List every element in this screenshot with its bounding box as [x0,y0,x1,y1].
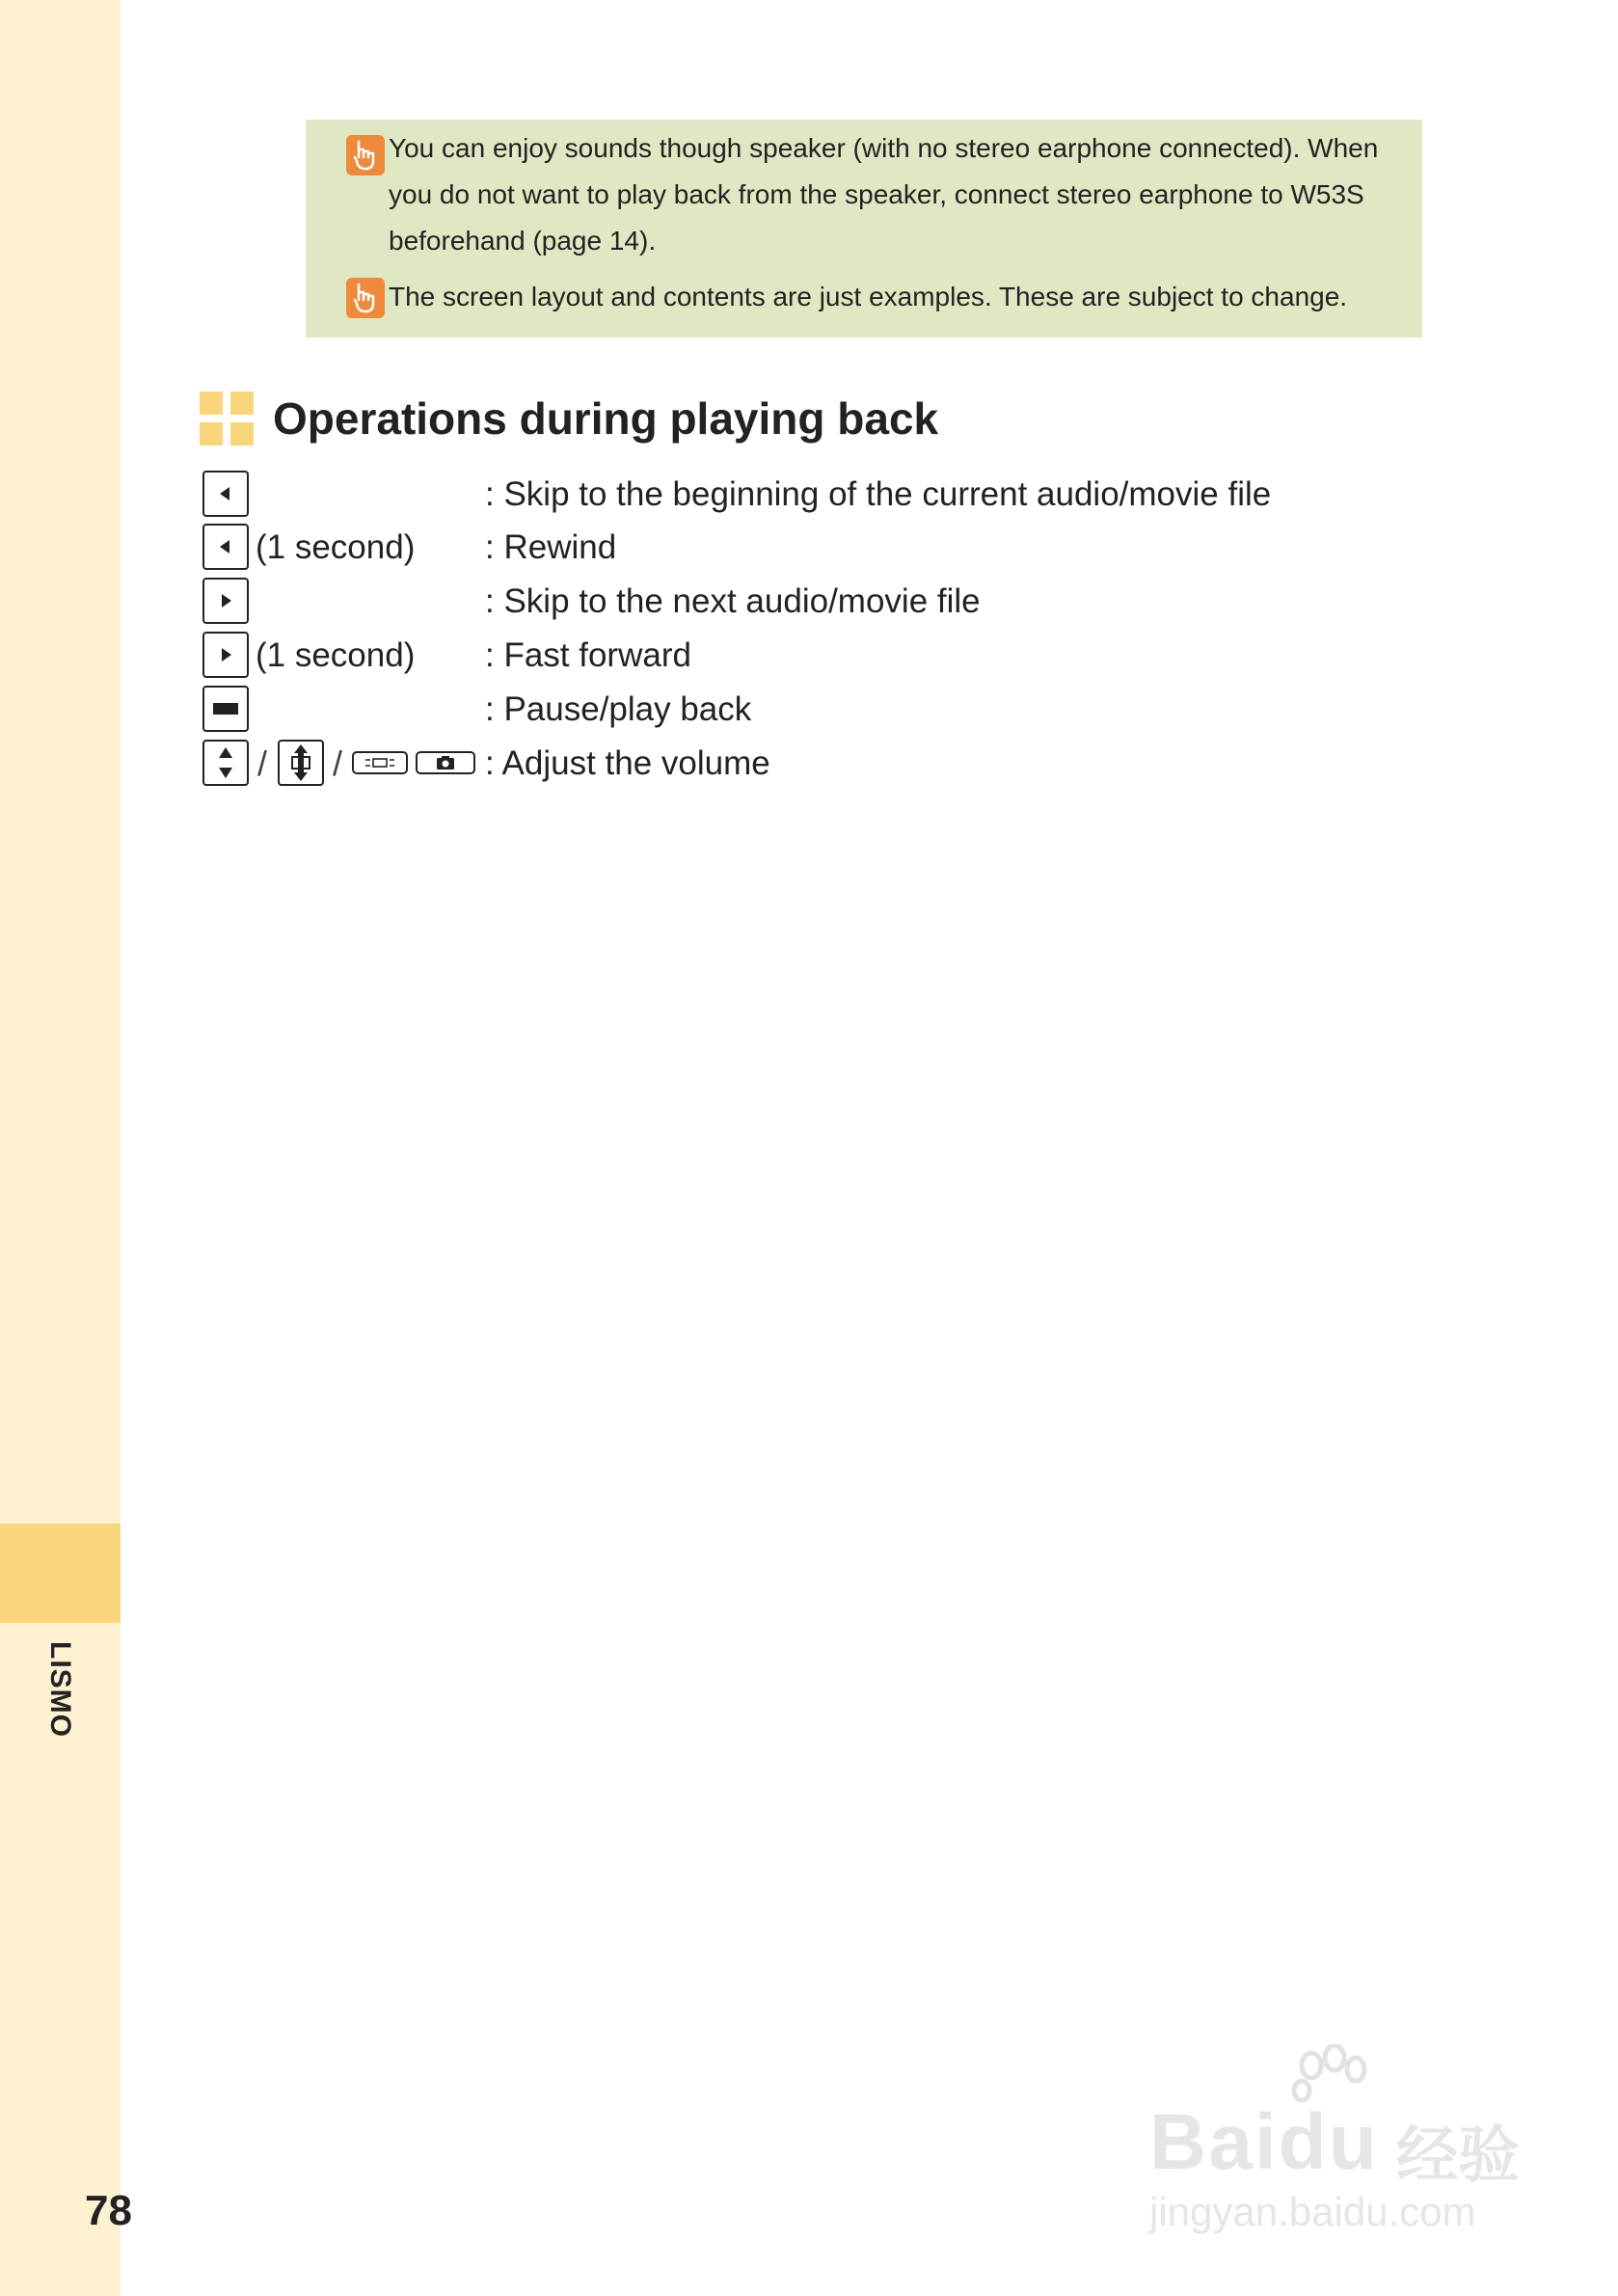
operation-row [202,524,1263,576]
right-key-icon [202,632,249,678]
operation-modifier: (1 second) [256,636,416,674]
camera-key-icon [416,751,475,774]
operation-description: : Skip to the next audio/movie file [485,582,981,620]
operation-description: : Rewind [485,528,617,566]
operation-description: : Skip to the beginning of the current audio/movie file [485,475,1272,513]
baidu-watermark [1149,2044,1535,2237]
note-text: You can enjoy sounds though speaker (with no stereo earphone connected). When you do not want to play back from the speaker, connect stereo earphone to W53S beforehand (page 14). [389,133,1379,256]
note-item [325,274,1403,320]
operation-description: : Adjust the volume [485,744,770,782]
operation-row [202,740,1263,792]
side-margin-band [0,0,121,2296]
section-title: Operations during playing back [273,393,939,444]
key-separator: / [257,743,268,783]
key-separator: / [333,743,343,783]
operation-row [202,578,1263,630]
watermark-chinese: 经验 [1396,2120,1520,2190]
section-tab-marker [0,1524,121,1623]
note-item [325,125,1403,264]
notes-box [306,120,1422,338]
operation-description: : Pause/play back [485,690,752,728]
left-key-icon [202,471,249,517]
operation-row [202,471,1272,523]
operation-row [202,632,1263,684]
right-key-icon [202,578,249,624]
section-label: LISMO [44,1641,76,1738]
pointing-hand-icon [346,135,385,176]
page-number: 78 [85,2187,132,2234]
watermark-logo: Baidu [1149,2098,1379,2186]
operation-description: : Fast forward [485,636,691,674]
side-jog-key-icon [278,740,324,786]
pointing-hand-icon [346,278,385,318]
operation-modifier: (1 second) [256,528,416,566]
center-key-icon [202,686,249,732]
left-key-icon [202,524,249,570]
side-key-icon [352,751,408,774]
operation-row [202,686,1263,738]
watermark-url: jingyan.baidu.com [1149,2189,1476,2234]
up-down-key-icon [202,740,249,786]
note-text: The screen layout and contents are just examples. These are subject to change. [389,282,1348,311]
heading-square-icon [200,392,256,447]
